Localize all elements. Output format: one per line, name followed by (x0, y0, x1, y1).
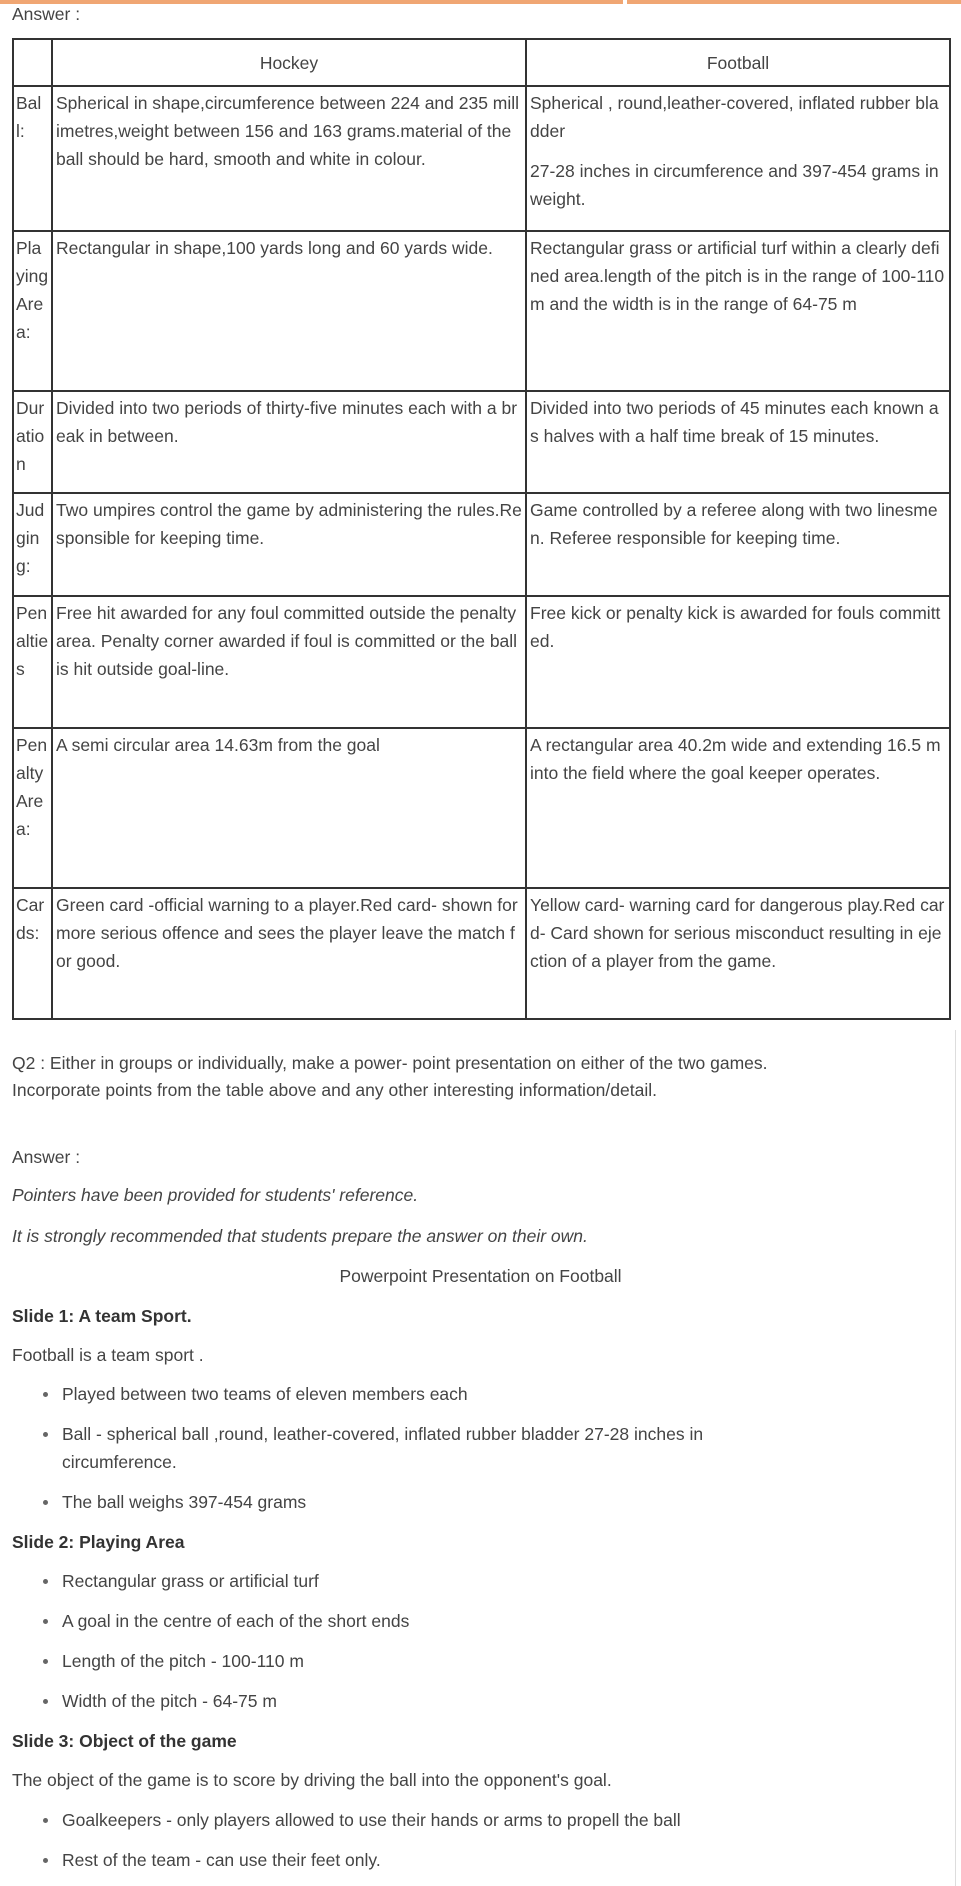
cell-paragraph: Spherical , round,leather-covered, inflated rubber bladder (530, 93, 939, 141)
question-2-line-1: Q2 : Either in groups or individually, make a power- point presentation on either of the two games. (12, 1053, 768, 1073)
list-item: Goalkeepers - only players allowed to use their hands or arms to propell the ball (62, 1810, 681, 1830)
bullet-icon (43, 1500, 48, 1505)
row-label: Ball: (13, 86, 52, 231)
football-cell: Game controlled by a referee along with two linesmen. Referee responsible for keeping time. (526, 493, 950, 596)
hockey-cell: Divided into two periods of thirty-five minutes each with a break in between. (52, 391, 526, 493)
bullet-icon (43, 1659, 48, 1664)
divider (955, 1030, 956, 1886)
table-header-hockey: Hockey (52, 39, 526, 86)
bullet-icon (43, 1579, 48, 1584)
row-label: Penalties (13, 596, 52, 728)
table-header-football: Football (526, 39, 950, 86)
football-cell: Free kick or penalty kick is awarded for fouls committed. (526, 596, 950, 728)
list-item-continuation: circumference. (62, 1452, 177, 1472)
football-cell: Yellow card- warning card for dangerous play.Red card- Card shown for serious misconduct resulting in ejection of a player from the game. (526, 888, 950, 1019)
cell-paragraph: 27-28 inches in circumference and 397-454 grams in weight. (530, 161, 939, 209)
hockey-cell: Free hit awarded for any foul committed outside the penalty area. Penalty corner awarded if foul is committed or the ball is hit outside goal-line. (52, 596, 526, 728)
table-header-empty (13, 39, 52, 86)
football-cell: A rectangular area 40.2m wide and extending 16.5 m into the field where the goal keeper operates. (526, 728, 950, 888)
row-label: Judging: (13, 493, 52, 596)
bullet-icon (43, 1858, 48, 1863)
note-recommendation: It is strongly recommended that students prepare the answer on their own. (12, 1226, 588, 1246)
top-border (0, 0, 623, 4)
list-item: Ball - spherical ball ,round, leather-covered, inflated rubber bladder 27-28 inches in (62, 1424, 704, 1444)
answer-label-2: Answer : (12, 1147, 81, 1167)
answer-label: Answer : (12, 4, 81, 24)
slide-1-intro: Football is a team sport . (12, 1345, 204, 1365)
question-2-line-2: Incorporate points from the table above and any other interesting information/detail. (12, 1080, 657, 1100)
football-cell: Divided into two periods of 45 minutes each known as halves with a half time break of 15 minutes. (526, 391, 950, 493)
slide-2-heading: Slide 2: Playing Area (12, 1532, 185, 1552)
row-label: Cards: (13, 888, 52, 1019)
list-item: Width of the pitch - 64-75 m (62, 1691, 277, 1711)
list-item: Played between two teams of eleven members each (62, 1384, 468, 1404)
table-row (13, 231, 950, 391)
slide-3-intro: The object of the game is to score by driving the ball into the opponent's goal. (12, 1770, 612, 1790)
football-cell (526, 86, 950, 231)
presentation-title: Powerpoint Presentation on Football (339, 1266, 622, 1286)
list-item: Rectangular grass or artificial turf (62, 1571, 319, 1591)
bullet-icon (43, 1619, 48, 1624)
top-border (627, 0, 961, 4)
table-row (13, 728, 950, 888)
comparison-table (12, 38, 951, 1020)
table-row (13, 493, 950, 596)
table-row (13, 888, 950, 1019)
hockey-cell: Two umpires control the game by administering the rules.Responsible for keeping time. (52, 493, 526, 596)
hockey-cell: Rectangular in shape,100 yards long and 60 yards wide. (52, 231, 526, 391)
table-row (13, 86, 950, 231)
list-item: Length of the pitch - 100-110 m (62, 1651, 304, 1671)
table-row (13, 596, 950, 728)
slide-1-heading: Slide 1: A team Sport. (12, 1306, 192, 1326)
bullet-icon (43, 1818, 48, 1823)
bullet-icon (43, 1392, 48, 1397)
list-item: Rest of the team - can use their feet only. (62, 1850, 381, 1870)
hockey-cell: A semi circular area 14.63m from the goal (52, 728, 526, 888)
hockey-cell: Spherical in shape,circumference between 224 and 235 millimetres,weight between 156 and 163 grams.material of the ball should be hard, smooth and white in colour. (52, 86, 526, 231)
row-label: Playing Area: (13, 231, 52, 391)
list-item: A goal in the centre of each of the short ends (62, 1611, 410, 1631)
football-cell: Rectangular grass or artificial turf within a clearly defined area.length of the pitch is in the range of 100-110 m and the width is in the range of 64-75 m (526, 231, 950, 391)
slide-3-heading: Slide 3: Object of the game (12, 1731, 237, 1751)
table-row (13, 391, 950, 493)
bullet-icon (43, 1699, 48, 1704)
table-header-row (13, 39, 950, 86)
bullet-icon (43, 1432, 48, 1437)
hockey-cell: Green card -official warning to a player.Red card- shown for more serious offence and sees the player leave the match for good. (52, 888, 526, 1019)
row-label: Penalty Area: (13, 728, 52, 888)
row-label: Duration (13, 391, 52, 493)
note-pointers: Pointers have been provided for students' reference. (12, 1185, 419, 1205)
list-item: The ball weighs 397-454 grams (62, 1492, 307, 1512)
